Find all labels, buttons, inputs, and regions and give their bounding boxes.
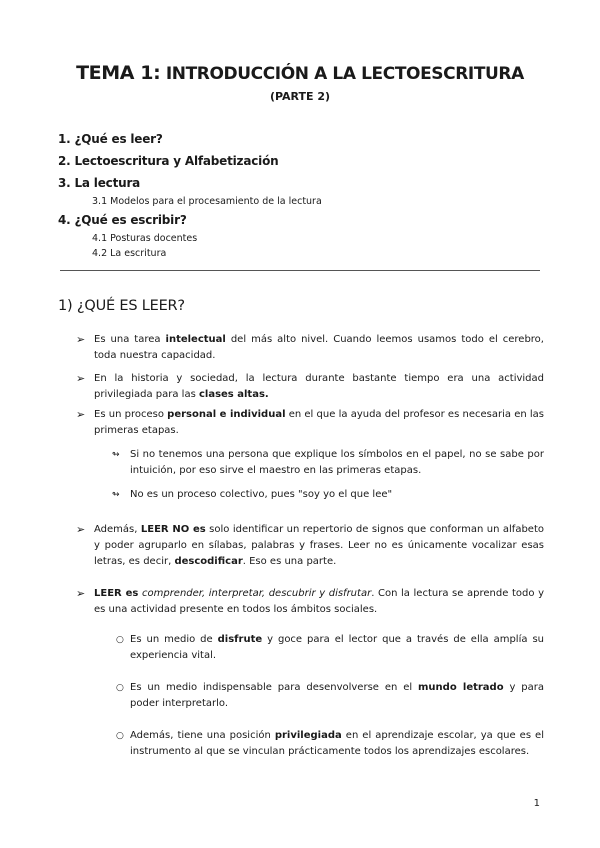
bullet-bold: personal e individual [167, 409, 286, 420]
sub-bullet-text: y para poder interpretarlo. [130, 682, 544, 709]
section-heading: 1) ¿QUÉ ES LEER? [58, 298, 185, 314]
arrow-bullet-icon: ➢ [76, 587, 86, 600]
bullet-text: Es una tarea [94, 334, 166, 345]
section-body [58, 332, 544, 760]
sub-bullet-bold: disfrute [217, 634, 263, 645]
bullet-item [58, 586, 544, 618]
bullet-text: del más alto nivel. Cuando leemos usamos todo el cerebro, toda nuestra capacidad. [94, 334, 544, 361]
title-rest: INTRODUCCIÓN A LA LECTOESCRITURA [160, 64, 524, 84]
bullet-text: Además, [94, 524, 141, 535]
horizontal-divider [60, 270, 540, 271]
sub-bullet-item [58, 487, 544, 503]
sub-bullet-text: Es un medio de [130, 634, 218, 645]
toc-item-1: 1. ¿Qué es leer? [58, 132, 163, 146]
arrow-bullet-icon: ➢ [76, 408, 86, 421]
arrow-bullet-icon: ➢ [76, 333, 86, 346]
table-of-contents [58, 128, 548, 261]
sub-bullet-bold: privilegiada [274, 730, 342, 741]
page-number: 1 [533, 798, 540, 809]
sub-bullet-item [58, 447, 544, 479]
arrow-bullet-icon: ➢ [76, 372, 86, 385]
sub-bullet-item [58, 680, 544, 712]
toc-item-4-2: 4.2 La escritura [92, 248, 167, 259]
toc-item-4: 4. ¿Qué es escribir? [58, 213, 187, 227]
sub-bullet-item [58, 632, 544, 664]
sub-bullet-text: Además, tiene una posición [130, 730, 275, 741]
toc-item-4-1: 4.1 Posturas docentes [92, 233, 198, 244]
bullet-bold: LEER es [94, 588, 139, 599]
sub-bullet-text: Es un medio indispensable para desenvolverse en el [130, 682, 419, 693]
sub-bullet-text: en el aprendizaje escolar, ya que es el instrumento al que se vinculan prácticamente todos los aprendizajes escolares. [130, 730, 544, 757]
circle-bullet-icon: ○ [116, 683, 124, 693]
toc-item-2: 2. Lectoescritura y Alfabetización [58, 154, 279, 168]
bullet-item [58, 522, 544, 570]
bullet-text: . Con la lectura se aprende todo y es una actividad presente en todos los ámbitos sociales. [94, 588, 544, 615]
bullet-text: Es un proceso [94, 409, 168, 420]
circle-bullet-icon: ○ [116, 731, 124, 741]
hook-arrow-icon: ↬ [112, 490, 120, 500]
bullet-item [58, 371, 544, 403]
arrow-bullet-icon: ➢ [76, 523, 86, 536]
toc-item-3-1: 3.1 Modelos para el procesamiento de la lectura [92, 196, 322, 207]
bullet-text: en el que la ayuda del profesor es necesaria en las primeras etapas. [94, 409, 545, 436]
document-subtitle: (PARTE 2) [269, 90, 331, 103]
bullet-text: solo identificar un repertorio de signos que conforman un alfabeto y poder agruparlo en sílabas, palabras y frases. Leer no es únicamente vocalizar esas letras, es decir, [94, 524, 544, 567]
bullet-bold: clases altas. [198, 389, 269, 400]
toc-item-3: 3. La lectura [58, 176, 141, 190]
circle-bullet-icon: ○ [116, 635, 124, 645]
bullet-item [58, 332, 544, 364]
sub-bullet-text: Si no tenemos una persona que explique los símbolos en el papel, no se sabe por intuición, por eso sirve el maestro en las primeras etapas. [130, 449, 544, 476]
sub-bullet-item [58, 728, 544, 760]
sub-bullet-text: No es un proceso colectivo, pues "soy yo el que lee" [130, 489, 393, 500]
hook-arrow-icon: ↬ [112, 450, 120, 460]
bullet-italic: comprender, interpretar, descubrir y disfrutar [141, 588, 372, 599]
bullet-text: . Eso es una parte. [242, 556, 337, 567]
bullet-bold: intelectual [165, 334, 226, 345]
bullet-bold: LEER NO es [140, 524, 206, 535]
bullet-text: En la historia y sociedad, la lectura durante bastante tiempo era una actividad privilegiada para las [94, 373, 544, 400]
bullet-item [58, 407, 544, 439]
sub-bullet-bold: mundo letrado [418, 682, 504, 693]
title-prefix: TEMA 1: [76, 62, 161, 84]
bullet-bold: descodificar [174, 556, 243, 567]
document-title [0, 62, 600, 84]
sub-bullet-text: y goce para el lector que a través de ella amplía su experiencia vital. [130, 634, 544, 661]
